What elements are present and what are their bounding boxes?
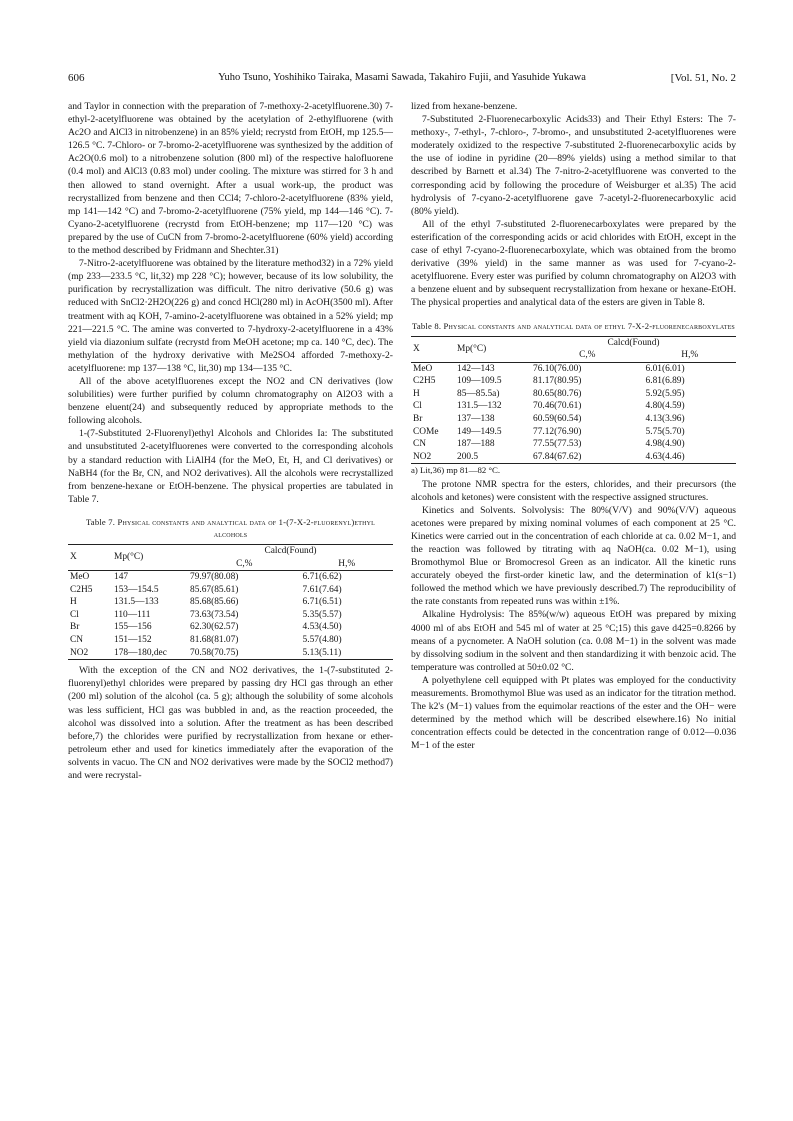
- table-row: [411, 426, 736, 439]
- cell-x: MeO: [413, 363, 433, 374]
- table8-col-calcd: Calcd(Found): [531, 336, 736, 349]
- cell-x: C2H5: [413, 376, 436, 387]
- table7-col-calcd: Calcd(Found): [188, 544, 393, 557]
- cell-mp: 142—143: [457, 363, 495, 374]
- table-row: [68, 596, 393, 609]
- left-paragraph-5: With the exception of the CN and NO2 derivatives, the 1-(7-substituted 2-fluorenyl)ethyl chlorides were prepared by passing dry HCl gas through an ether (200 ml) solution of the alcohol (ca. 5 g); although the solubility of some alcohols was less sufficient, HCl gas was bubbled in and, as the reaction proceeded, the alcohol was dissolved into a solution. After the treatment as has been described before,7) the chlorides were purified by recrystallization from hexane or ether-petroleum ether and used for kinetics immediately after the evaporation of the solvents in vacuo. The CN and NO2 derivatives were made by the SOCl2 method7) and were recrystal-: [68, 665, 393, 781]
- cell-mp: 178—180,dec: [112, 647, 188, 660]
- cell-c: 85.67(85.61): [190, 584, 239, 595]
- table7-body: [68, 571, 393, 660]
- table8-col-c: C,%: [531, 349, 644, 362]
- cell-h: 4.80(4.59): [645, 401, 685, 412]
- table-row: [68, 621, 393, 634]
- left-paragraph-1: and Taylor in connection with the preparation of 7-methoxy-2-acetylfluorene.30) 7-ethyl-2-acetylfluorene was obtained by the acetylation of 2-ethylfluorene (with Ac2O and AlCl3 in nitrobenzene) in an 85% yield; recrystd from EtOH, mp 125.5—126.5 °C. 7-Chloro- or 7-bromo-2-acetylfluorene was synthesized by the addition of Ac2O(0.6 mol) to a nitrobenzene solution (800 ml) of the respective halofluorene (0.4 mol) and AlCl3 (0.83 mol) under cooling. The mixture was stirred for 3 h and then allowed to stand overnight. After a usual work-up, the product was recrystallized from benzene and then CCl4; 7-chloro-2-acetylfluorene (83% yield, mp 141—142 °C) and 7-bromo-2-acetylfluorene (75% yield, mp 144—146 °C). 7-Cyano-2-acetylfluorene (recrystd from EtOH-benzene; mp 117—120 °C) was prepared by the use of CuCN from 7-bromo-2-acetylfluorene (60% yield) according to the method described by Fridmann and Shechter.31): [68, 101, 393, 257]
- cell-mp: 109—109.5: [457, 376, 502, 387]
- table-row: [411, 438, 736, 451]
- table8-label: Table 8.: [412, 320, 442, 331]
- cell-h: 5.57(4.80): [302, 635, 342, 646]
- cell-h: 5.13(5.11): [301, 647, 393, 660]
- cell-h: 4.98(4.90): [645, 439, 685, 450]
- cell-c: 62.30(62.57): [190, 622, 239, 633]
- table-row: [411, 413, 736, 426]
- table7: [68, 544, 393, 660]
- cell-h: 5.75(5.70): [645, 426, 685, 437]
- cell-x: H: [413, 388, 420, 399]
- table-row: [411, 400, 736, 413]
- cell-c: 60.59(60.54): [533, 414, 582, 425]
- table8-col-h: H,%: [644, 349, 736, 362]
- cell-x: Cl: [70, 609, 79, 620]
- cell-h: 4.53(4.50): [302, 622, 342, 633]
- cell-mp: 149—149.5: [457, 426, 502, 437]
- right-column: [411, 100, 736, 753]
- table8-caption: [411, 320, 736, 332]
- volume-info: [Vol. 51, No. 2: [670, 72, 736, 84]
- table7-label: Table 7.: [85, 516, 116, 527]
- cell-x: Br: [413, 414, 423, 425]
- table8: [411, 336, 736, 465]
- cell-mp: 151—152: [114, 635, 152, 646]
- cell-x: H: [70, 597, 77, 608]
- cell-mp: 187—188: [457, 439, 495, 450]
- cell-mp: 85—85.5a): [457, 388, 500, 399]
- table7-caption: [68, 516, 393, 540]
- table-row: [68, 647, 393, 660]
- cell-x: CN: [70, 635, 84, 646]
- table-row: [68, 609, 393, 622]
- cell-h: 7.61(7.64): [302, 584, 342, 595]
- table8-col-x: X: [411, 336, 455, 362]
- cell-c: 79.97(80.08): [190, 572, 239, 583]
- table-row: [411, 451, 736, 464]
- table7-col-h: H,%: [301, 558, 393, 571]
- cell-h: 5.35(5.57): [302, 609, 342, 620]
- table-row: [411, 375, 736, 388]
- cell-h: 6.81(6.89): [645, 376, 685, 387]
- cell-c: 81.68(81.07): [190, 635, 239, 646]
- left-paragraph-4: 1-(7-Substituted 2-Fluorenyl)ethyl Alcohols and Chlorides Ia: The substituted and unsubstituted 2-acetylfluorenes were converted to the corresponding alcohols by a standard reduction with LiAlH4 (for the MeO, Et, H, and Cl derivatives) or NaBH4 (for the Br, CN, and NO2 derivatives). All the alcohols were recrystallized from benzene-hexane or EtOH-benzene. The physical properties are tabulated in Table 7.: [68, 428, 393, 505]
- right-paragraph-1: lized from hexane-benzene.: [411, 101, 518, 112]
- table7-col-c: C,%: [188, 558, 301, 571]
- cell-h: 6.71(6.51): [302, 597, 342, 608]
- cell-x: MeO: [70, 572, 90, 583]
- table-row: [411, 362, 736, 375]
- cell-c: 70.58(70.75): [188, 647, 301, 660]
- cell-x: COMe: [413, 426, 439, 437]
- right-paragraph-3: All of the ethyl 7-substituted 2-fluorenecarboxylates were prepared by the esterification of the corresponding acids or acid chlorides with EtOH, except in the case of ethyl 7-cyano-2-fluorenecarboxylate, which was obtained from the bromo derivative (39% yield) in the same manner as was used for 7-cyano-2-acetylfluorene. Every ester was purified by column chromatography on Al2O3 with a benzene eluent and by subsequent recrystallization from hexane or hexane-EtOH. The physical properties and analytical data of the esters are given in Table 8.: [411, 218, 736, 309]
- cell-mp: 155—156: [114, 622, 152, 633]
- cell-x: NO2: [411, 451, 455, 464]
- cell-c: 73.63(73.54): [190, 609, 239, 620]
- cell-x: Cl: [413, 401, 422, 412]
- cell-mp: 200.5: [455, 451, 531, 464]
- cell-h: 5.92(5.95): [645, 388, 685, 399]
- cell-mp: 131.5—133: [114, 597, 159, 608]
- cell-mp: 147: [114, 572, 129, 583]
- right-paragraph-6: Alkaline Hydrolysis: The 85%(w/w) aqueous EtOH was prepared by mixing 4000 ml of abs EtOH and 545 ml of water at 25 °C;15) this gave d425=0.8266 by means of a pycnometer. A NaOH solution (ca. 0.08 M−1) in the solvent was made by dissolving sodium in the solvent and then standardizing it with benzoic acid. The temperature was controlled at 50±0.02 °C.: [411, 609, 736, 673]
- table8-footnote: a) Lit,36) mp 81—82 °C.: [411, 465, 501, 476]
- table8-title: Physical constants and analytical data of ethyl 7-X-2-fluorenecarboxylates: [443, 320, 735, 331]
- table7-col-mp: Mp(°C): [112, 544, 188, 570]
- cell-h: 6.01(6.01): [645, 363, 685, 374]
- page-header: [68, 71, 736, 87]
- cell-c: 67.84(67.62): [531, 451, 644, 464]
- cell-h: 4.63(4.46): [644, 451, 736, 464]
- cell-c: 77.12(76.90): [533, 426, 582, 437]
- cell-x: NO2: [68, 647, 112, 660]
- table8-body: [411, 362, 736, 464]
- table-row: [68, 571, 393, 584]
- table8-col-mp: Mp(°C): [455, 336, 531, 362]
- left-paragraph-2: 7-Nitro-2-acetylfluorene was obtained by the literature method32) in a 72% yield (mp 233—233.5 °C, lit,32) mp 228 °C); however, because of its low solubility, the purification by recrystallization was difficult. The nitro derivative (50.6 g) was reduced with SnCl2·2H2O(226 g) and concd HCl(280 ml) in AcOH(3500 ml). After treatment with aq KOH, 7-amino-2-acetylfluorene was obtained in a 52% yield; mp 221—221.5 °C. The amine was converted to 7-hydroxy-2-acetylfluorene in a 43% yield via diazonium sulfate (recrystd from MeOH acetone; mp ca. 140 °C, dec). The methylation of the hydroxy derivative with Me2SO4 afforded 7-methoxy-2-acetylfluorene: mp 137—138 °C, lit,30) mp 134—135 °C.: [68, 258, 393, 374]
- page-number: 606: [68, 72, 85, 84]
- cell-x: C2H5: [70, 584, 93, 595]
- cell-c: 77.55(77.53): [533, 439, 582, 450]
- cell-c: 70.46(70.61): [533, 401, 582, 412]
- cell-x: Br: [70, 622, 80, 633]
- cell-mp: 110—111: [114, 609, 151, 620]
- table7-title: Physical constants and analytical data of 1-(7-X-2-fluorenyl)ethyl alcohols: [117, 516, 376, 539]
- cell-c: 85.68(85.66): [190, 597, 239, 608]
- cell-x: CN: [413, 439, 427, 450]
- right-paragraph-2: 7-Substituted 2-Fluorenecarboxylic Acids33) and Their Ethyl Esters: The 7-methoxy-, 7-ethyl-, 7-chloro-, 7-bromo-, and unsubstituted 2-acetylfluorenes were moderately oxidized to the respective 7-substituted 2-fluorenecarboxylic acids by the use of iodine in pyridine (20—89% yields) using a method similar to that described by Barnett et al.34) The 7-nitro-2-acetylfluorene was converted to the corresponding acid by following the procedure of Weisburger et al.35) The acid hydrolysis of 7-cyano-2-acetylfluorene gave 7-acetyl-2-fluorenecarboxylic acid (80% yield).: [411, 114, 736, 217]
- cell-mp: 153—154.5: [114, 584, 159, 595]
- left-paragraph-3: All of the above acetylfluorenes except the NO2 and CN derivatives (low solubilities) were further purified by column chromatography on Al2O3 with a benzene eluent(24) and subsequently reduced by appropriate methods to the following alcohols.: [68, 375, 393, 427]
- table-row: [68, 634, 393, 647]
- cell-h: 6.71(6.62): [302, 572, 342, 583]
- cell-h: 4.13(3.96): [645, 414, 685, 425]
- right-paragraph-5: Kinetics and Solvents. Solvolysis: The 80%(V/V) and 90%(V/V) aqueous acetones were prepared by mixing nominal volumes of each component at 25 °C. Kinetics were carried out in the concentration of each chloride at ca. 0.02 M−1, and the reaction was followed by titrating with aq NaOH(ca. 0.02 M−1), using Bromothymol Blue or Bromocresol Green as an indicator. All the kinetic runs accurately obeyed the first-order kinetic law, and the determination of k1(s−1) followed the method which we have previously described.7) The reproducibility of the rate constants from repeated runs was within ±1%.: [411, 504, 736, 608]
- table7-col-x: X: [68, 544, 112, 570]
- cell-c: 81.17(80.95): [533, 376, 582, 387]
- cell-mp: 131.5—132: [457, 401, 502, 412]
- right-paragraph-4: The protone NMR spectra for the esters, chlorides, and their precursors (the alcohols and ketones) were consistent with the respective assigned structures.: [411, 478, 736, 503]
- cell-mp: 137—138: [457, 414, 495, 425]
- table-row: [68, 584, 393, 597]
- cell-c: 76.10(76.00): [533, 363, 582, 374]
- author-list: Yuho Tsuno, Yoshihiko Tairaka, Masami Sawada, Takahiro Fujii, and Yasuhide Yukawa: [218, 72, 586, 83]
- right-paragraph-7: A polyethylene cell equipped with Pt plates was employed for the conductivity measurements. Bromothymol Blue was used as an indicator for the titration method. The k2's (M−1) values from the equimolar reactions of the ester and the OH− were determined by the method which will be described elsewhere.16) No initial concentration effects could be detected in the concentration range of 0.012—0.036 M−1 of the ester: [411, 674, 736, 752]
- left-column: [68, 100, 393, 782]
- table-row: [411, 388, 736, 401]
- cell-c: 80.65(80.76): [533, 388, 582, 399]
